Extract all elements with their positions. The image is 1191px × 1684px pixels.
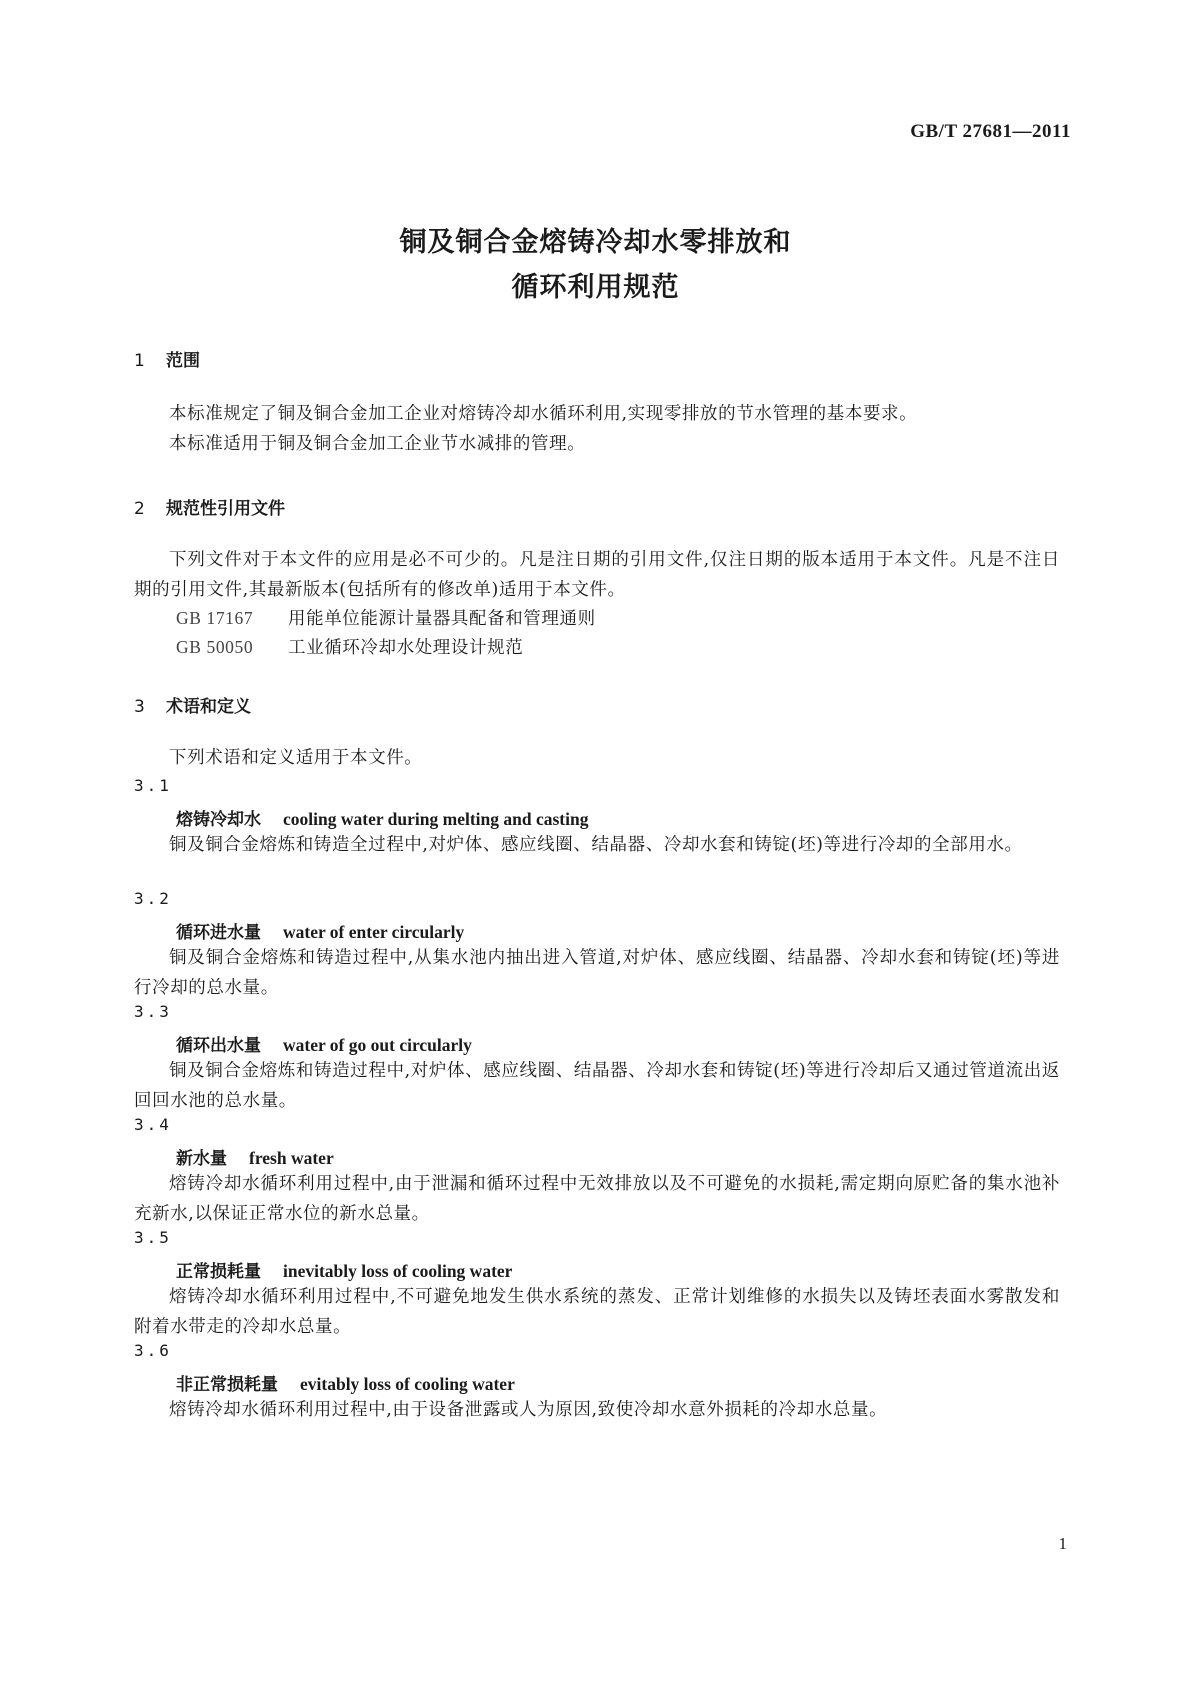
term-chinese: 循环出水量 (176, 1036, 261, 1056)
term-definition: 铜及铜合金熔炼和铸造过程中,对炉体、感应线圈、结晶器、冷却水套和铸锭(坯)等进行冷却后又通过管道流出返回回水池的总水量。 (134, 1061, 1060, 1111)
title-line-2: 循环利用规范 (511, 272, 680, 303)
normative-reference (176, 634, 523, 659)
term-chinese: 新水量 (176, 1149, 227, 1169)
clause-number: 3.5 (134, 1228, 172, 1247)
term-entry (176, 805, 588, 830)
section-3-heading (134, 692, 251, 717)
term-english: inevitably loss of cooling water (283, 1261, 513, 1281)
term-definition: 熔铸冷却水循环利用过程中,由于设备泄露或人为原因,致使冷却水意外损耗的冷却水总量。 (169, 1400, 888, 1420)
reference-code: GB 17167 (176, 608, 254, 628)
term-english: evitably loss of cooling water (300, 1374, 515, 1394)
term-entry (176, 1257, 512, 1282)
term-entry (176, 1370, 515, 1395)
clause-number: 3.4 (134, 1115, 172, 1134)
term-english: cooling water during melting and casting (283, 809, 589, 829)
term-chinese: 正常损耗量 (176, 1262, 261, 1282)
section-1-paragraph-1: 本标准规定了铜及铜合金加工企业对熔铸冷却水循环利用,实现零排放的节水管理的基本要求。 (169, 404, 918, 424)
term-definition: 铜及铜合金熔炼和铸造全过程中,对炉体、感应线圈、结晶器、冷却水套和铸锭(坯)等进行冷却的全部用水。 (169, 835, 1023, 855)
reference-code: GB 50050 (176, 637, 254, 657)
section-1-heading (134, 346, 200, 371)
section-1-paragraph-2: 本标准适用于铜及铜合金加工企业节水减排的管理。 (169, 434, 586, 454)
section-3-intro: 下列术语和定义适用于本文件。 (169, 748, 423, 768)
clause-number: 3.2 (134, 889, 172, 908)
page-number: 1 (1058, 1534, 1067, 1553)
term-entry (176, 918, 464, 943)
term-definition: 熔铸冷却水循环利用过程中,由于泄漏和循环过程中无效排放以及不可避免的水损耗,需定期向原贮备的集水池补充新水,以保证正常水位的新水总量。 (134, 1174, 1060, 1224)
term-english: water of go out circularly (283, 1035, 472, 1055)
standard-code: GB/T 27681—2011 (910, 121, 1071, 142)
term-entry (176, 1144, 334, 1169)
section-title: 术语和定义 (166, 697, 251, 717)
clause-number: 3.1 (134, 776, 172, 795)
section-2-paragraph-1: 下列文件对于本文件的应用是必不可少的。凡是注日期的引用文件,仅注日期的版本适用于本文件。凡是不注日期的引用文件,其最新版本(包括所有的修改单)适用于本文件。 (134, 550, 1060, 600)
term-chinese: 非正常损耗量 (176, 1375, 278, 1395)
document-title (0, 220, 1191, 310)
term-definition: 铜及铜合金熔炼和铸造过程中,从集水池内抽出进入管道,对炉体、感应线圈、结晶器、冷却水套和铸锭(坯)等进行冷却的总水量。 (134, 948, 1060, 998)
section-title: 规范性引用文件 (166, 499, 285, 519)
clause-number: 3.6 (134, 1341, 172, 1360)
normative-reference (176, 605, 596, 630)
title-line-1: 铜及铜合金熔铸冷却水零排放和 (399, 227, 792, 258)
term-entry (176, 1031, 472, 1056)
section-number: 3 (134, 697, 145, 717)
clause-number: 3.3 (134, 1002, 172, 1021)
section-title: 范围 (166, 351, 200, 371)
reference-title: 用能单位能源计量器具配备和管理通则 (288, 609, 596, 629)
term-chinese: 循环进水量 (176, 923, 261, 943)
term-english: fresh water (249, 1148, 334, 1168)
section-number: 2 (134, 499, 145, 519)
reference-title: 工业循环冷却水处理设计规范 (288, 638, 524, 658)
term-chinese: 熔铸冷却水 (176, 810, 261, 830)
section-number: 1 (134, 351, 145, 371)
section-2-heading (134, 494, 285, 519)
term-english: water of enter circularly (283, 922, 465, 942)
term-definition: 熔铸冷却水循环利用过程中,不可避免地发生供水系统的蒸发、正常计划维修的水损失以及铸坯表面水雾散发和附着水带走的冷却水总量。 (134, 1287, 1060, 1337)
